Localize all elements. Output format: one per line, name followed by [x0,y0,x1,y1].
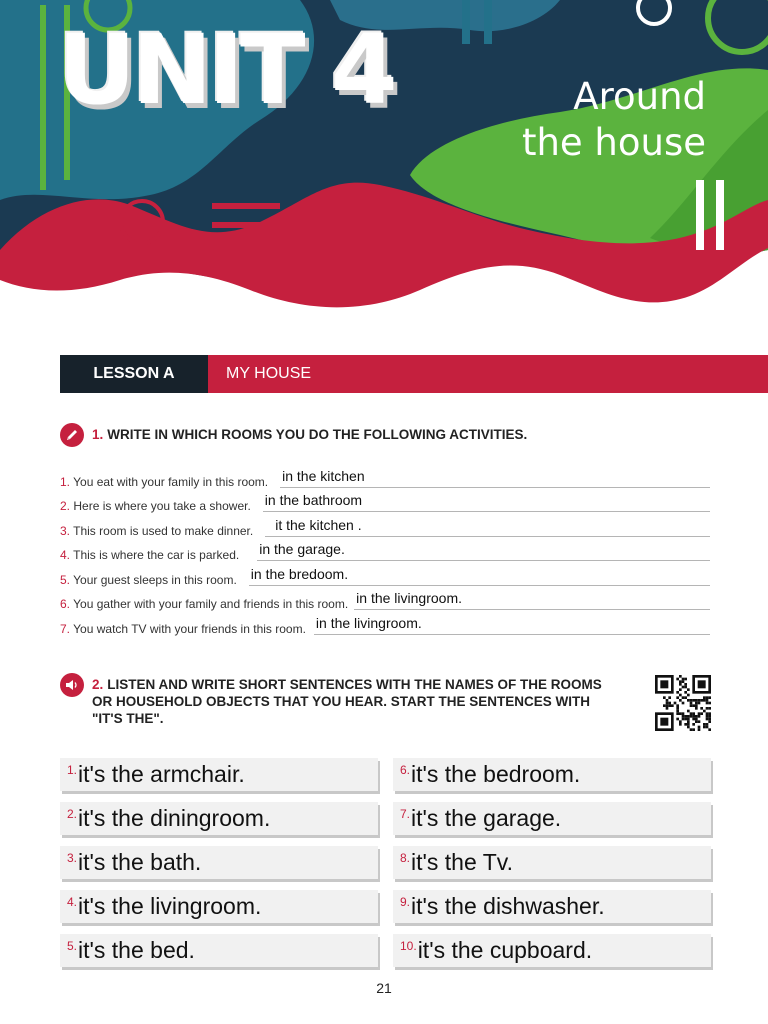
question-number: 3. [60,523,71,538]
question-text: This room is used to make dinner. [73,523,254,538]
answer-field[interactable]: in the bathroom [263,491,710,512]
answer-number: 8. [400,851,411,865]
exercise-2-instruction-line-2: OR HOUSEHOLD OBJECTS THAT YOU HEAR. START THE SENTENCES WITH [92,694,591,709]
question [60,475,268,491]
exercise-1-item [60,466,710,491]
exercise-1-instruction [92,423,527,443]
unit-title: UNIT 4 [58,14,394,126]
answer-number: 6. [400,763,411,777]
exercise-1-item [60,515,710,540]
question-number: 1. [60,474,71,489]
subtitle-line-2: the house [521,121,706,164]
exercise-1-list [60,466,710,638]
exercise-2-instruction [92,673,602,727]
lesson-bar [60,355,768,393]
answer-text: it's the garage. [411,805,562,831]
answer-text: it's the diningroom. [78,805,271,831]
unit-subtitle [522,74,706,166]
answer-box[interactable] [393,758,711,791]
exercise-1-item [60,564,710,589]
answer-text: it's the bath. [78,849,202,875]
question-text: Here is where you take a shower. [73,499,251,513]
answer-box[interactable] [393,934,711,967]
subtitle-line-1: Around [573,75,706,118]
answer-field[interactable]: in the livingroom. [314,614,710,635]
answer-number: 4. [67,895,78,909]
answer-number: 10. [400,939,417,953]
exercise-1-number: 1. [92,427,104,442]
question [60,573,237,589]
question-text: Your guest sleeps in this room. [73,572,237,587]
question [60,499,251,515]
answer-box[interactable] [393,802,711,835]
answer-text: it's the bed. [78,937,195,963]
question-text: This is where the car is parked. [73,548,240,562]
lesson-name: MY HOUSE [208,355,768,393]
question-text: You gather with your family and friends in this room. [73,597,349,611]
exercise-1-item [60,540,710,565]
answer-box[interactable] [60,802,378,835]
lesson-tag: LESSON A [60,355,208,393]
exercise-2-header [60,673,650,727]
speaker-icon [60,673,84,697]
pencil-icon [60,423,84,447]
answer-text: it's the bedroom. [411,761,581,787]
qr-code-graphic [655,675,711,731]
answer-number: 5. [67,939,78,953]
question-number: 5. [60,572,71,587]
exercise-1-item [60,589,710,614]
answer-number: 3. [67,851,78,865]
answer-box[interactable] [60,934,378,967]
question-number: 7. [60,621,71,636]
question [60,524,253,540]
answer-number: 9. [400,895,411,909]
answer-field[interactable]: in the livingroom. [354,589,710,610]
answer-number: 7. [400,807,411,821]
answer-number: 1. [67,763,78,777]
question [60,548,239,564]
qr-code[interactable] [655,675,711,731]
answer-field[interactable]: in the garage. [257,540,710,561]
question-number: 6. [60,597,71,611]
answer-field[interactable]: it the kitchen . [265,516,710,537]
answer-field[interactable]: in the kitchen [280,467,710,488]
answer-field[interactable]: in the bredoom. [249,565,710,586]
answer-number: 2. [67,807,78,821]
question-text: You watch TV with your friends in this room. [73,621,306,636]
exercise-2-instruction-line-3: "IT'S THE". [92,711,164,726]
exercise-1-header [60,423,527,447]
question-text: You eat with your family in this room. [73,474,269,489]
question [60,597,348,613]
unit-banner [0,0,768,330]
exercise-2-number: 2. [92,677,104,692]
answer-box[interactable] [60,846,378,879]
exercise-2-instruction-line-1 [92,676,602,693]
exercise-1-instruction-text: WRITE IN WHICH ROOMS YOU DO THE FOLLOWING ACTIVITIES. [107,427,528,442]
answer-text: it's the cupboard. [417,937,593,963]
answer-box[interactable] [60,890,378,923]
exercise-1-item [60,613,710,638]
page-number: 21 [376,980,392,996]
instruction-line-1-text: LISTEN AND WRITE SHORT SENTENCES WITH THE NAMES OF THE ROOMS [107,677,602,692]
answer-box[interactable] [393,890,711,923]
question-number: 2. [60,499,71,513]
answer-text: it's the armchair. [78,761,245,787]
answer-text: it's the livingroom. [78,893,262,919]
answer-box[interactable] [393,846,711,879]
question-number: 4. [60,548,71,562]
answer-box[interactable] [60,758,378,791]
answer-text: it's the Tv. [411,849,513,875]
exercise-1-item [60,491,710,516]
question [60,622,306,638]
answer-text: it's the dishwasher. [411,893,605,919]
